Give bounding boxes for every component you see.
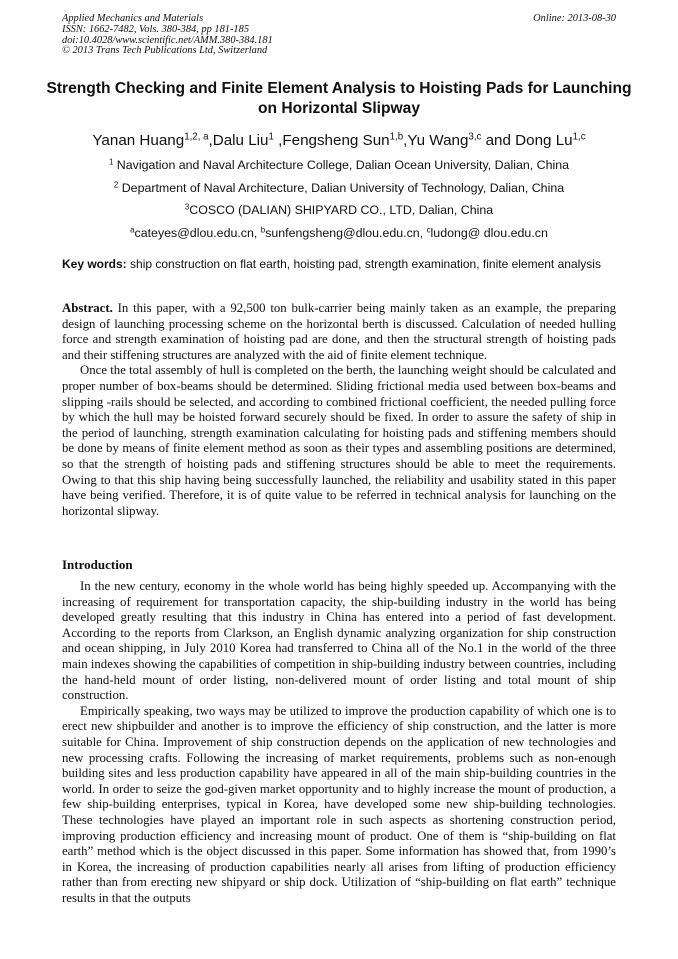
author-superscript: 1,b (389, 131, 404, 143)
affiliation-1 (0, 158, 678, 173)
email-address[interactable]: cateyes@dlou.edu.cn, (134, 226, 261, 240)
author-separator: , (208, 132, 213, 149)
affiliation-superscript: 3 (184, 202, 190, 212)
abstract-text: In this paper, with a 92,500 ton bulk-carrier being mainly taken as an example, the preparing design of launching processing scheme on the horizontal berth is discussed. Calculation of needed hulling force and strength examination of hoisting pad are done, and then the structural strength of hoisting pads and their stiffening structures are analyzed with the aid of finite element technique. (62, 301, 616, 362)
paper-title: Strength Checking and Finite Element Analysis to Hoisting Pads for Launching on Horizontal Slipway (46, 80, 632, 117)
keywords-text: ship construction on flat earth, hoisting pad, strength examination, finite element analysis (126, 257, 601, 271)
email-address[interactable]: ludong@ dlou.edu.cn (430, 226, 548, 240)
author-name: Dalu Liu (212, 132, 269, 149)
affiliation-superscript: 2 (113, 180, 119, 190)
abstract-paragraph (62, 301, 616, 363)
affiliation-3 (0, 203, 678, 218)
abstract-label: Abstract. (62, 301, 113, 315)
author-superscript: 1,c (572, 131, 586, 143)
affiliation-text: COSCO (DALIAN) SHIPYARD CO., LTD, Dalian, China (189, 203, 494, 217)
author-superscript: 1 (268, 131, 274, 143)
email-superscript: a (130, 225, 135, 235)
email-superscript: b (260, 225, 266, 235)
author-name: Yu Wang (407, 132, 469, 149)
author-name: Fengsheng Sun (282, 132, 390, 149)
issn-line: ISSN: 1662-7482, Vols. 380-384, pp 181-185 (62, 23, 250, 35)
author-superscript: 3,c (468, 131, 482, 143)
affiliation-superscript: 1 (108, 157, 114, 167)
keywords-label: Key words: (62, 257, 127, 271)
affiliation-text: Navigation and Naval Architecture College, Dalian Ocean University, Dalian, China (113, 158, 570, 172)
online-date: Online: 2013-08-30 (533, 13, 616, 24)
email-address[interactable]: sunfengsheng@dlou.edu.cn, (265, 226, 427, 240)
author-superscript: 1,2, a (184, 131, 209, 143)
author-list (0, 131, 678, 150)
doi-line: doi:10.4028/www.scientific.net/AMM.380-384.181 (62, 34, 273, 46)
affiliation-2 (0, 181, 678, 196)
email-line (0, 226, 678, 241)
journal-name: Applied Mechanics and Materials (62, 13, 204, 24)
author-name: Dong Lu (515, 132, 573, 149)
introduction-paragraph: Empirically speaking, two ways may be utilized to improve the production capability of which one is to erect new shipbuilder and another is to improve the efficiency of ship construction, and the latter is more suitable for China. Improvement of ship construction depends on the application of new technologies and new processing crafts. Following the increasing of market requirements, problems such as non-enough building sites and less production capability have appeared in all of the main ship-building countries in the world. In order to seize the god-given market opportunity and to highly increase the mount of production, a few ship-building enterprises, typical in Korea, have developed some new ship-building technologies. These technologies have played an important role in such aspects as shortening construction period, improving production efficiency and increasing mount of product. One of them is “ship-building on flat earth” method which is the object discussed in this paper. Some information has showed that, from 1990’s in Korea, the increasing of production capabilities nearly all arises from lifting of production efficiency rather than from erecting new shipyard or ship dock. Utilization of “ship-building on flat earth” technique results in that the outputs (62, 703, 616, 905)
author-separator: , (273, 132, 283, 149)
affiliation-text: Department of Naval Architecture, Dalian University of Technology, Dalian, China (118, 181, 565, 195)
keywords (62, 257, 616, 272)
email-superscript: c (426, 225, 431, 235)
journal-header (62, 14, 616, 57)
author-separator: and (481, 132, 516, 149)
author-separator: , (403, 132, 408, 149)
introduction-section (62, 579, 616, 906)
introduction-paragraph: In the new century, economy in the whole world has being highly speeded up. Accompanying with the increasing of requirement for transportation capacity, the ship-building industry in the world has being developed greatly resulting that this industry in China has entered into a period of fast development. According to the reports from Clarkson, an English dynamic analyzing organization for ship construction and ocean shipping, in July 2010 Korea had transferred to China all of the No.1 in the world of the three main indexes showing the capabilities of competition in ship-building industry between countries, including the hand-held mount of order listing, non-delivered mount of order listing and total mount of ship construction. (62, 579, 616, 703)
abstract-section (62, 301, 616, 519)
copyright-line: © 2013 Trans Tech Publications Ltd, Switzerland (62, 45, 268, 57)
introduction-heading: Introduction (62, 557, 133, 572)
abstract-paragraph: Once the total assembly of hull is completed on the berth, the launching weight should be calculated and proper number of box-beams should be determined. Sliding frictional media used between box-beams and slipping -rails should be selected, and according to combined frictional coefficient, the needed pulling force by which the hull may be hoisted forward securely should be fixed. In order to assure the safety of ship in the period of launching, strength examination calculating for hoisting pads and stiffening members should be done by means of finite element method as soon as their types and assembling positions are determined, so that the strength of hoisting pads and stiffening structures should be able to meet the requirements. Owing to that this ship having being successfully launched, the reliability and usability stated in this paper have being verified. Therefore, it is of quite value to be referred in technical analysis for launching on the horizontal slipway. (62, 363, 616, 518)
author-name: Yanan Huang (92, 132, 185, 149)
